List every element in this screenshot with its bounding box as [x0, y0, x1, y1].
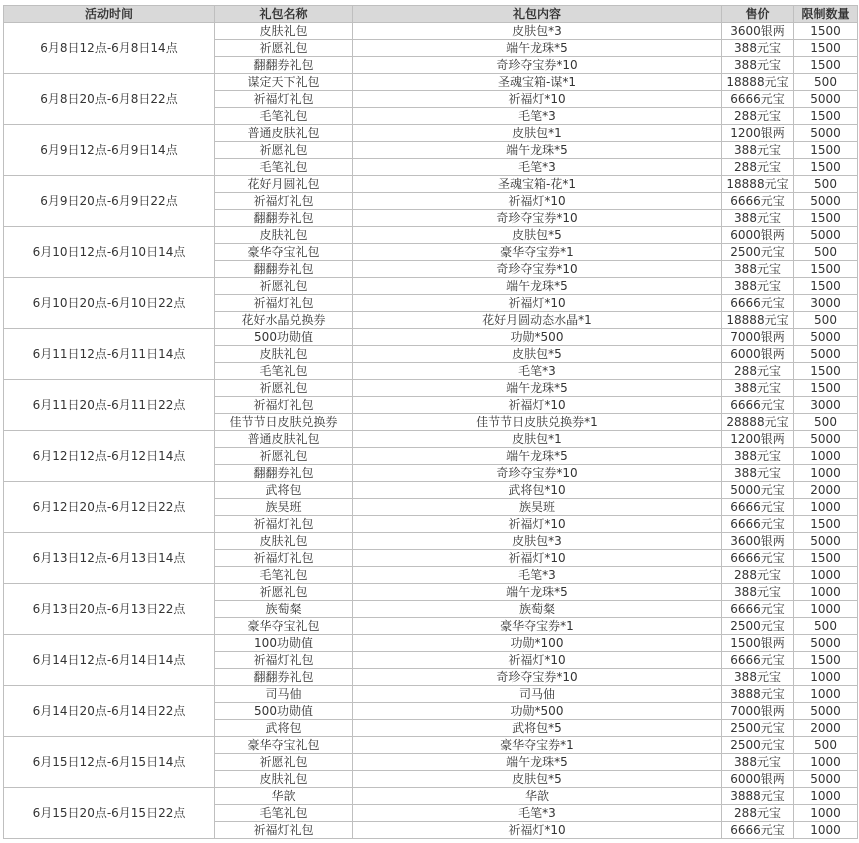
cell-name: 翻翻券礼包: [215, 261, 353, 278]
cell-price: 388元宝: [722, 669, 794, 686]
cell-limit: 5000: [794, 125, 858, 142]
cell-content: 端午龙珠*5: [353, 754, 722, 771]
cell-price: 2500元宝: [722, 737, 794, 754]
cell-name: 翻翻券礼包: [215, 57, 353, 74]
cell-limit: 500: [794, 414, 858, 431]
cell-content: 祈福灯*10: [353, 295, 722, 312]
cell-name: 花好水晶兑换券: [215, 312, 353, 329]
cell-price: 6666元宝: [722, 652, 794, 669]
header-content: 礼包内容: [353, 6, 722, 23]
cell-content: 端午龙珠*5: [353, 380, 722, 397]
cell-limit: 1000: [794, 567, 858, 584]
cell-name: 祈福灯礼包: [215, 652, 353, 669]
cell-content: 皮肤包*3: [353, 23, 722, 40]
cell-price: 288元宝: [722, 567, 794, 584]
cell-price: 388元宝: [722, 261, 794, 278]
cell-content: 佳节节日皮肤兑换券*1: [353, 414, 722, 431]
cell-price: 7000银两: [722, 329, 794, 346]
cell-limit: 500: [794, 618, 858, 635]
cell-price: 288元宝: [722, 363, 794, 380]
cell-price: 288元宝: [722, 108, 794, 125]
cell-name: 祈愿礼包: [215, 448, 353, 465]
table-row: [4, 482, 858, 499]
cell-time: 6月10日12点-6月10日14点: [4, 227, 215, 278]
cell-content: 祈福灯*10: [353, 550, 722, 567]
cell-content: 祈福灯*10: [353, 193, 722, 210]
cell-name: 祈福灯礼包: [215, 550, 353, 567]
cell-time: 6月10日20点-6月10日22点: [4, 278, 215, 329]
cell-limit: 1500: [794, 159, 858, 176]
cell-name: 祈福灯礼包: [215, 516, 353, 533]
cell-limit: 5000: [794, 533, 858, 550]
cell-name: 族昊班: [215, 499, 353, 516]
cell-time: 6月8日20点-6月8日22点: [4, 74, 215, 125]
cell-limit: 1500: [794, 57, 858, 74]
cell-time: 6月14日20点-6月14日22点: [4, 686, 215, 737]
gift-pack-schedule: [3, 5, 858, 839]
cell-limit: 3000: [794, 397, 858, 414]
cell-limit: 1000: [794, 499, 858, 516]
cell-name: 豪华夺宝礼包: [215, 244, 353, 261]
cell-limit: 5000: [794, 91, 858, 108]
cell-limit: 1000: [794, 788, 858, 805]
cell-time: 6月11日12点-6月11日14点: [4, 329, 215, 380]
cell-price: 6666元宝: [722, 601, 794, 618]
cell-content: 司马伷: [353, 686, 722, 703]
cell-content: 奇珍夺宝券*10: [353, 57, 722, 74]
cell-name: 祈愿礼包: [215, 278, 353, 295]
cell-name: 祈福灯礼包: [215, 822, 353, 839]
cell-content: 端午龙珠*5: [353, 584, 722, 601]
cell-time: 6月13日20点-6月13日22点: [4, 584, 215, 635]
cell-content: 毛笔*3: [353, 108, 722, 125]
cell-limit: 2000: [794, 720, 858, 737]
header-time: 活动时间: [4, 6, 215, 23]
cell-limit: 1500: [794, 278, 858, 295]
cell-price: 18888元宝: [722, 312, 794, 329]
cell-limit: 1500: [794, 652, 858, 669]
table-row: [4, 380, 858, 397]
cell-name: 皮肤礼包: [215, 533, 353, 550]
cell-time: 6月11日20点-6月11日22点: [4, 380, 215, 431]
cell-time: 6月15日20点-6月15日22点: [4, 788, 215, 839]
header-limit: 限制数量: [794, 6, 858, 23]
cell-limit: 500: [794, 74, 858, 91]
cell-price: 6666元宝: [722, 91, 794, 108]
cell-limit: 1500: [794, 108, 858, 125]
cell-limit: 5000: [794, 703, 858, 720]
cell-time: 6月15日12点-6月15日14点: [4, 737, 215, 788]
cell-content: 圣魂宝箱-花*1: [353, 176, 722, 193]
cell-name: 祈福灯礼包: [215, 397, 353, 414]
cell-limit: 500: [794, 176, 858, 193]
cell-price: 2500元宝: [722, 618, 794, 635]
cell-limit: 500: [794, 312, 858, 329]
cell-name: 祈愿礼包: [215, 380, 353, 397]
cell-content: 皮肤包*1: [353, 125, 722, 142]
table-row: [4, 278, 858, 295]
cell-limit: 1500: [794, 261, 858, 278]
cell-limit: 5000: [794, 771, 858, 788]
cell-content: 皮肤包*3: [353, 533, 722, 550]
cell-price: 1500银两: [722, 635, 794, 652]
cell-name: 豪华夺宝礼包: [215, 618, 353, 635]
cell-content: 皮肤包*5: [353, 771, 722, 788]
cell-limit: 3000: [794, 295, 858, 312]
table-row: [4, 125, 858, 142]
cell-price: 6666元宝: [722, 516, 794, 533]
cell-content: 华歆: [353, 788, 722, 805]
table-row: [4, 635, 858, 652]
cell-name: 普通皮肤礼包: [215, 431, 353, 448]
cell-content: 豪华夺宝券*1: [353, 244, 722, 261]
cell-price: 388元宝: [722, 278, 794, 295]
cell-name: 毛笔礼包: [215, 108, 353, 125]
cell-content: 豪华夺宝券*1: [353, 618, 722, 635]
cell-price: 288元宝: [722, 159, 794, 176]
cell-price: 6666元宝: [722, 193, 794, 210]
cell-price: 6000银两: [722, 227, 794, 244]
cell-price: 288元宝: [722, 805, 794, 822]
cell-content: 毛笔*3: [353, 805, 722, 822]
cell-price: 388元宝: [722, 40, 794, 57]
cell-limit: 1500: [794, 380, 858, 397]
cell-price: 388元宝: [722, 448, 794, 465]
cell-content: 族萄粲: [353, 601, 722, 618]
cell-price: 1200银两: [722, 125, 794, 142]
cell-limit: 5000: [794, 346, 858, 363]
table-row: [4, 584, 858, 601]
cell-limit: 1000: [794, 601, 858, 618]
cell-limit: 1500: [794, 363, 858, 380]
cell-content: 功勋*500: [353, 703, 722, 720]
cell-content: 族昊班: [353, 499, 722, 516]
cell-content: 毛笔*3: [353, 159, 722, 176]
cell-content: 端午龙珠*5: [353, 142, 722, 159]
cell-content: 端午龙珠*5: [353, 448, 722, 465]
cell-name: 皮肤礼包: [215, 346, 353, 363]
cell-content: 武将包*5: [353, 720, 722, 737]
cell-name: 豪华夺宝礼包: [215, 737, 353, 754]
cell-name: 100功勋值: [215, 635, 353, 652]
cell-limit: 1000: [794, 822, 858, 839]
cell-name: 毛笔礼包: [215, 567, 353, 584]
cell-limit: 500: [794, 244, 858, 261]
cell-content: 皮肤包*1: [353, 431, 722, 448]
cell-content: 奇珍夺宝券*10: [353, 210, 722, 227]
cell-content: 武将包*10: [353, 482, 722, 499]
cell-name: 500功勋值: [215, 703, 353, 720]
cell-content: 祈福灯*10: [353, 516, 722, 533]
table-row: [4, 737, 858, 754]
cell-content: 圣魂宝箱-谋*1: [353, 74, 722, 91]
cell-time: 6月12日20点-6月12日22点: [4, 482, 215, 533]
table-row: [4, 431, 858, 448]
cell-price: 388元宝: [722, 380, 794, 397]
cell-content: 奇珍夺宝券*10: [353, 669, 722, 686]
table-row: [4, 23, 858, 40]
cell-name: 祈愿礼包: [215, 40, 353, 57]
cell-time: 6月9日20点-6月9日22点: [4, 176, 215, 227]
table-row: [4, 227, 858, 244]
cell-name: 翻翻券礼包: [215, 210, 353, 227]
cell-price: 388元宝: [722, 584, 794, 601]
cell-name: 族萄粲: [215, 601, 353, 618]
cell-limit: 1500: [794, 550, 858, 567]
cell-limit: 5000: [794, 635, 858, 652]
cell-content: 毛笔*3: [353, 567, 722, 584]
cell-time: 6月12日12点-6月12日14点: [4, 431, 215, 482]
cell-content: 皮肤包*5: [353, 346, 722, 363]
cell-limit: 1000: [794, 669, 858, 686]
cell-name: 翻翻券礼包: [215, 669, 353, 686]
cell-name: 祈福灯礼包: [215, 193, 353, 210]
cell-content: 端午龙珠*5: [353, 278, 722, 295]
cell-price: 388元宝: [722, 57, 794, 74]
table-row: [4, 74, 858, 91]
cell-name: 皮肤礼包: [215, 227, 353, 244]
cell-limit: 1000: [794, 805, 858, 822]
cell-content: 功勋*100: [353, 635, 722, 652]
cell-name: 祈愿礼包: [215, 754, 353, 771]
cell-price: 388元宝: [722, 142, 794, 159]
cell-price: 18888元宝: [722, 74, 794, 91]
cell-content: 花好月圆动态水晶*1: [353, 312, 722, 329]
cell-name: 武将包: [215, 482, 353, 499]
cell-content: 奇珍夺宝券*10: [353, 261, 722, 278]
cell-time: 6月9日12点-6月9日14点: [4, 125, 215, 176]
cell-content: 祈福灯*10: [353, 822, 722, 839]
cell-name: 毛笔礼包: [215, 363, 353, 380]
cell-price: 1200银两: [722, 431, 794, 448]
cell-name: 毛笔礼包: [215, 159, 353, 176]
cell-name: 祈福灯礼包: [215, 295, 353, 312]
cell-price: 2500元宝: [722, 244, 794, 261]
cell-price: 7000银两: [722, 703, 794, 720]
cell-time: 6月13日12点-6月13日14点: [4, 533, 215, 584]
cell-content: 豪华夺宝券*1: [353, 737, 722, 754]
gift-pack-table: [3, 5, 858, 839]
cell-limit: 1500: [794, 40, 858, 57]
cell-price: 6000银两: [722, 771, 794, 788]
cell-limit: 1500: [794, 23, 858, 40]
cell-price: 6666元宝: [722, 397, 794, 414]
cell-price: 6000银两: [722, 346, 794, 363]
cell-limit: 5000: [794, 329, 858, 346]
cell-name: 武将包: [215, 720, 353, 737]
cell-limit: 1000: [794, 448, 858, 465]
cell-name: 佳节节日皮肤兑换券: [215, 414, 353, 431]
cell-name: 毛笔礼包: [215, 805, 353, 822]
cell-price: 6666元宝: [722, 295, 794, 312]
cell-content: 端午龙珠*5: [353, 40, 722, 57]
cell-limit: 1000: [794, 584, 858, 601]
cell-limit: 1500: [794, 516, 858, 533]
header-name: 礼包名称: [215, 6, 353, 23]
cell-name: 皮肤礼包: [215, 771, 353, 788]
table-body: [4, 23, 858, 839]
cell-price: 18888元宝: [722, 176, 794, 193]
cell-price: 28888元宝: [722, 414, 794, 431]
cell-name: 花好月圆礼包: [215, 176, 353, 193]
cell-price: 3600银两: [722, 23, 794, 40]
cell-name: 祈愿礼包: [215, 584, 353, 601]
cell-price: 5000元宝: [722, 482, 794, 499]
cell-limit: 1000: [794, 465, 858, 482]
table-row: [4, 788, 858, 805]
cell-content: 奇珍夺宝券*10: [353, 465, 722, 482]
cell-limit: 1500: [794, 210, 858, 227]
cell-name: 祈福灯礼包: [215, 91, 353, 108]
cell-price: 3888元宝: [722, 788, 794, 805]
cell-name: 翻翻券礼包: [215, 465, 353, 482]
cell-limit: 5000: [794, 193, 858, 210]
cell-name: 华歆: [215, 788, 353, 805]
cell-price: 3888元宝: [722, 686, 794, 703]
cell-content: 毛笔*3: [353, 363, 722, 380]
cell-price: 388元宝: [722, 754, 794, 771]
cell-time: 6月14日12点-6月14日14点: [4, 635, 215, 686]
table-header-row: [4, 6, 858, 23]
cell-price: 388元宝: [722, 465, 794, 482]
cell-limit: 1000: [794, 754, 858, 771]
cell-content: 祈福灯*10: [353, 91, 722, 108]
cell-price: 2500元宝: [722, 720, 794, 737]
table-row: [4, 533, 858, 550]
cell-price: 6666元宝: [722, 822, 794, 839]
cell-name: 司马伷: [215, 686, 353, 703]
cell-price: 3600银两: [722, 533, 794, 550]
cell-price: 6666元宝: [722, 550, 794, 567]
cell-price: 388元宝: [722, 210, 794, 227]
cell-time: 6月8日12点-6月8日14点: [4, 23, 215, 74]
cell-limit: 5000: [794, 431, 858, 448]
cell-limit: 5000: [794, 227, 858, 244]
cell-limit: 1500: [794, 142, 858, 159]
cell-limit: 2000: [794, 482, 858, 499]
cell-name: 普通皮肤礼包: [215, 125, 353, 142]
cell-content: 祈福灯*10: [353, 397, 722, 414]
cell-name: 祈愿礼包: [215, 142, 353, 159]
cell-name: 谋定天下礼包: [215, 74, 353, 91]
cell-limit: 500: [794, 737, 858, 754]
table-row: [4, 176, 858, 193]
table-row: [4, 686, 858, 703]
cell-content: 功勋*500: [353, 329, 722, 346]
cell-name: 500功勋值: [215, 329, 353, 346]
table-row: [4, 329, 858, 346]
cell-price: 6666元宝: [722, 499, 794, 516]
cell-limit: 1000: [794, 686, 858, 703]
cell-content: 祈福灯*10: [353, 652, 722, 669]
cell-content: 皮肤包*5: [353, 227, 722, 244]
cell-name: 皮肤礼包: [215, 23, 353, 40]
header-price: 售价: [722, 6, 794, 23]
